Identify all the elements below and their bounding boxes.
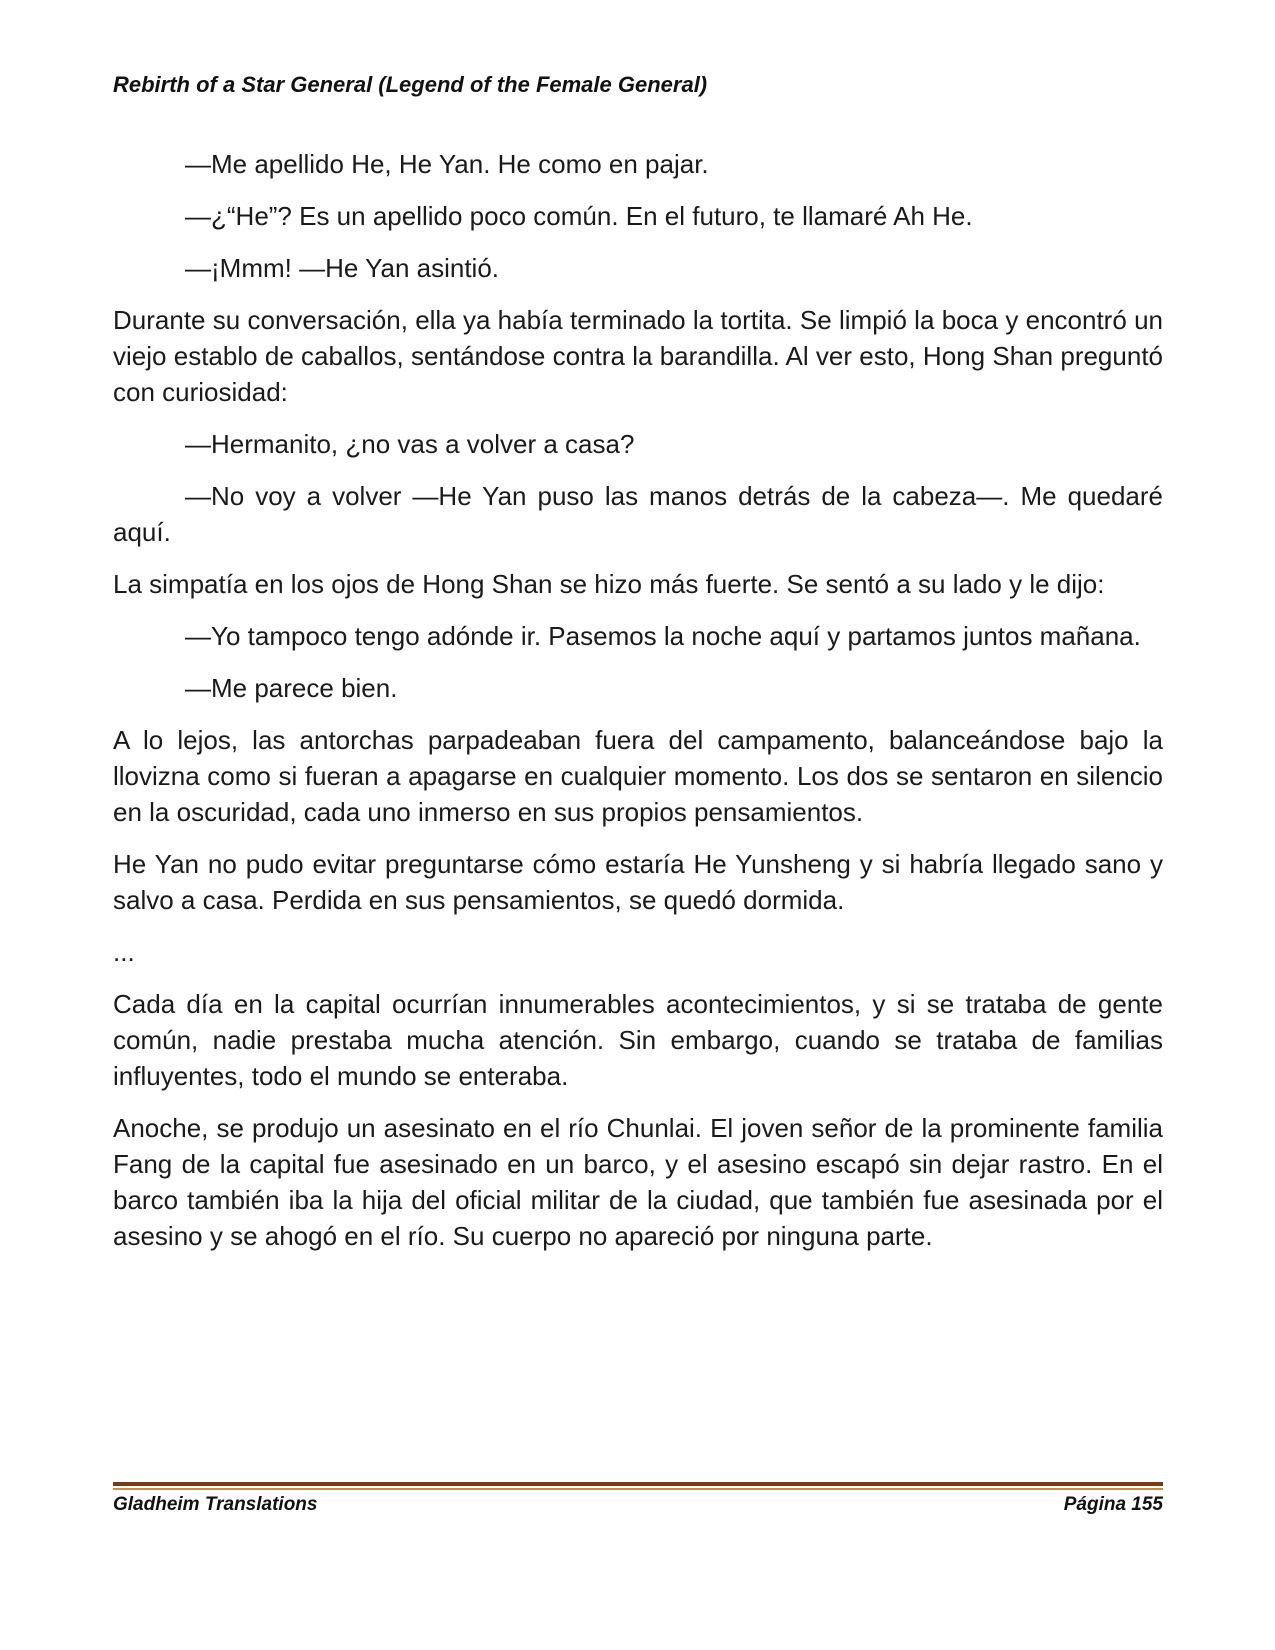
document-body (113, 146, 1163, 1270)
paragraph: —Me apellido He, He Yan. He como en pajar. (185, 149, 709, 179)
page-header-title: Rebirth of a Star General (Legend of the Female General) (113, 72, 708, 97)
paragraph: —Hermanito, ¿no vas a volver a casa? (185, 429, 635, 459)
scene-separator: ... (113, 937, 135, 967)
footer-divider-thin-line (113, 1488, 1163, 1490)
paragraph: —Me parece bien. (185, 673, 398, 703)
footer-divider-thick-line (113, 1482, 1163, 1486)
paragraph: —¡Mmm! —He Yan asintió. (185, 253, 500, 283)
paragraph: Anoche, se produjo un asesinato en el río Chunlai. El joven señor de la prominente familia Fang de la capital fue asesinado en un barco, y el asesino escapó sin dejar rastro. En el barco también iba la hija del oficial militar de la ciudad, que también fue asesinada por el asesino y se ahogó en el río. Su cuerpo no apareció por ninguna parte. (113, 1113, 1163, 1251)
paragraph: —No voy a volver —He Yan puso las manos detrás de la cabeza—. Me quedaré aquí. (113, 481, 1163, 547)
footer-page-number: Página 155 (1063, 1494, 1163, 1515)
paragraph: Durante su conversación, ella ya había terminado la tortita. Se limpió la boca y encontró un viejo establo de caballos, sentándose contra la barandilla. Al ver esto, Hong Shan preguntó con curiosidad: (113, 305, 1163, 407)
paragraph: —¿“He”? Es un apellido poco común. En el futuro, te llamaré Ah He. (185, 201, 973, 231)
footer-publisher: Gladheim Translations (113, 1494, 318, 1515)
paragraph: Cada día en la capital ocurrían innumerables acontecimientos, y si se trataba de gente común, nadie prestaba mucha atención. Sin embargo, cuando se trataba de familias influyentes, todo el mundo se enteraba. (113, 989, 1163, 1091)
paragraph: A lo lejos, las antorchas parpadeaban fuera del campamento, balanceándose bajo la llovizna como si fueran a apagarse en cualquier momento. Los dos se sentaron en silencio en la oscuridad, cada uno inmerso en sus propios pensamientos. (113, 725, 1163, 827)
paragraph: He Yan no pudo evitar preguntarse cómo estaría He Yunsheng y si habría llegado sano y salvo a casa. Perdida en sus pensamientos, se quedó dormida. (113, 849, 1163, 915)
footer-divider (113, 1482, 1163, 1491)
paragraph: La simpatía en los ojos de Hong Shan se hizo más fuerte. Se sentó a su lado y le dijo: (113, 569, 1105, 599)
paragraph: —Yo tampoco tengo adónde ir. Pasemos la noche aquí y partamos juntos mañana. (185, 621, 1141, 651)
